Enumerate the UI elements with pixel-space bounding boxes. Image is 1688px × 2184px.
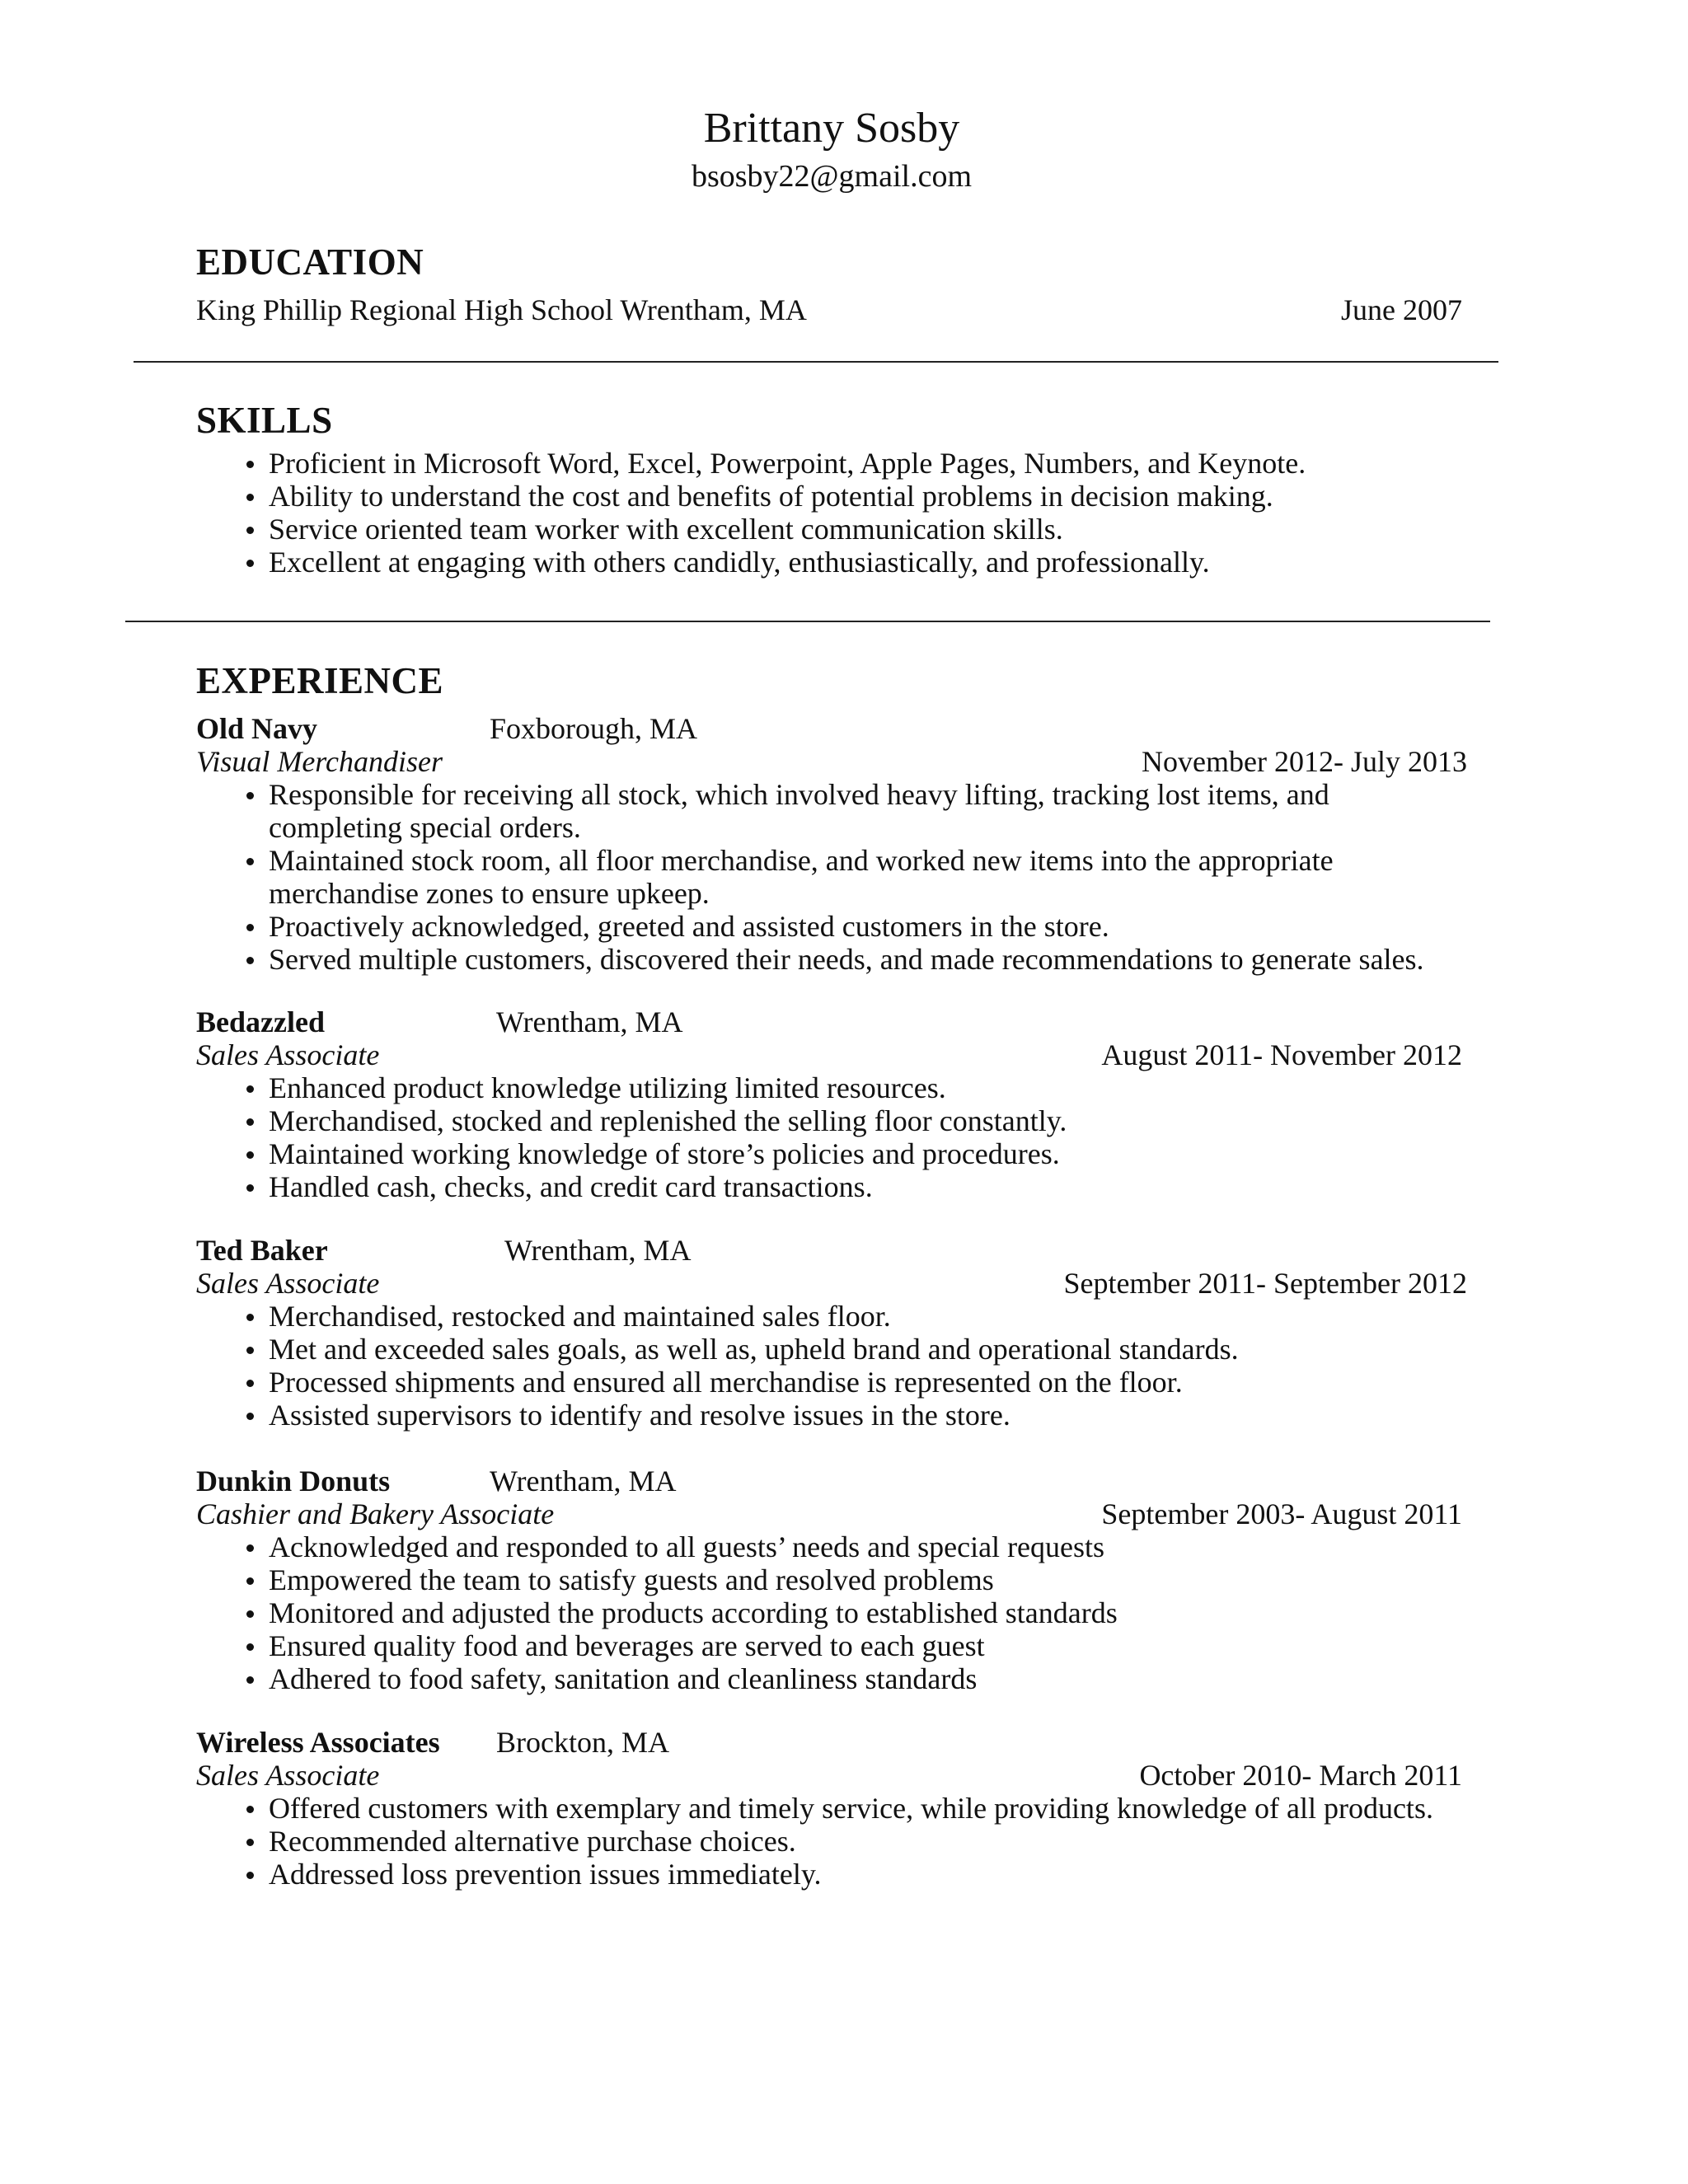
job-role: Sales Associate xyxy=(196,1759,380,1792)
job-bullets xyxy=(232,1792,1518,1891)
job-employer: Ted Baker xyxy=(196,1234,328,1267)
skill-item: Ability to understand the cost and benefits of potential problems in decision making. xyxy=(232,480,1518,513)
education-school: King Phillip Regional High School Wrentham, MA xyxy=(196,293,807,326)
job-dates: September 2003- August 2011 xyxy=(1101,1497,1462,1530)
experience-heading: EXPERIENCE xyxy=(196,660,444,701)
job-bullet: Processed shipments and ensured all merchandise is represented on the floor. xyxy=(232,1366,1518,1399)
job-bullet: Handled cash, checks, and credit card transactions. xyxy=(232,1170,1518,1203)
job-employer: Bedazzled xyxy=(196,1005,325,1038)
resume-email: bsosby22@gmail.com xyxy=(691,159,973,194)
skill-item: Proficient in Microsoft Word, Excel, Powerpoint, Apple Pages, Numbers, and Keynote. xyxy=(232,447,1518,480)
resume-name: Brittany Sosby xyxy=(703,105,960,152)
job-location: Foxborough, MA xyxy=(490,712,698,745)
job-bullet: Adhered to food safety, sanitation and cleanliness standards xyxy=(232,1662,1518,1695)
job-bullet: Served multiple customers, discovered their needs, and made recommendations to generate sales. xyxy=(232,943,1469,976)
job-bullet: Monitored and adjusted the products according to established standards xyxy=(232,1596,1518,1629)
job-role: Sales Associate xyxy=(196,1038,380,1071)
job-location: Wrentham, MA xyxy=(490,1465,677,1497)
job-employer: Old Navy xyxy=(196,712,318,745)
job-employer: Wireless Associates xyxy=(196,1726,440,1759)
job-bullet: Assisted supervisors to identify and resolve issues in the store. xyxy=(232,1399,1518,1432)
job-dates: November 2012- July 2013 xyxy=(1142,745,1467,778)
job-location: Brockton, MA xyxy=(496,1726,669,1759)
skills-list xyxy=(232,447,1518,579)
job-bullet: Merchandised, stocked and replenished the selling floor constantly. xyxy=(232,1104,1518,1137)
job-role: Visual Merchandiser xyxy=(196,745,443,778)
education-heading: EDUCATION xyxy=(196,241,424,283)
job-bullet: Acknowledged and responded to all guests’ needs and special requests xyxy=(232,1530,1518,1563)
job-bullet: Ensured quality food and beverages are served to each guest xyxy=(232,1629,1518,1662)
skills-heading: SKILLS xyxy=(196,400,333,441)
job-location: Wrentham, MA xyxy=(496,1005,683,1038)
job-bullet: Offered customers with exemplary and timely service, while providing knowledge of all products. xyxy=(232,1792,1518,1825)
job-bullets xyxy=(232,1071,1518,1203)
job-bullet: Enhanced product knowledge utilizing limited resources. xyxy=(232,1071,1518,1104)
job-bullet: Recommended alternative purchase choices. xyxy=(232,1825,1518,1858)
job-role: Sales Associate xyxy=(196,1267,380,1300)
job-bullet: Maintained stock room, all floor merchandise, and worked new items into the appropriate merchandise zones to ensure upkeep. xyxy=(232,844,1469,910)
job-location: Wrentham, MA xyxy=(504,1234,692,1267)
job-bullets xyxy=(232,778,1469,976)
section-divider xyxy=(134,361,1498,363)
job-bullets xyxy=(232,1300,1518,1432)
job-dates: August 2011- November 2012 xyxy=(1101,1038,1462,1071)
skill-item: Service oriented team worker with excellent communication skills. xyxy=(232,513,1518,546)
job-dates: October 2010- March 2011 xyxy=(1139,1759,1462,1792)
education-date: June 2007 xyxy=(1341,293,1462,326)
job-bullet: Responsible for receiving all stock, which involved heavy lifting, tracking lost items, and completing special orders. xyxy=(232,778,1469,844)
job-bullet: Addressed loss prevention issues immediately. xyxy=(232,1858,1518,1891)
job-bullet: Empowered the team to satisfy guests and resolved problems xyxy=(232,1563,1518,1596)
job-bullet: Merchandised, restocked and maintained sales floor. xyxy=(232,1300,1518,1333)
section-divider xyxy=(125,621,1490,622)
job-bullets xyxy=(232,1530,1518,1695)
job-bullet: Maintained working knowledge of store’s policies and procedures. xyxy=(232,1137,1518,1170)
job-bullet: Met and exceeded sales goals, as well as, upheld brand and operational standards. xyxy=(232,1333,1518,1366)
job-dates: September 2011- September 2012 xyxy=(1063,1267,1467,1300)
job-bullet: Proactively acknowledged, greeted and assisted customers in the store. xyxy=(232,910,1469,943)
skill-item: Excellent at engaging with others candidly, enthusiastically, and professionally. xyxy=(232,546,1518,579)
job-role: Cashier and Bakery Associate xyxy=(196,1497,555,1530)
job-employer: Dunkin Donuts xyxy=(196,1465,391,1497)
